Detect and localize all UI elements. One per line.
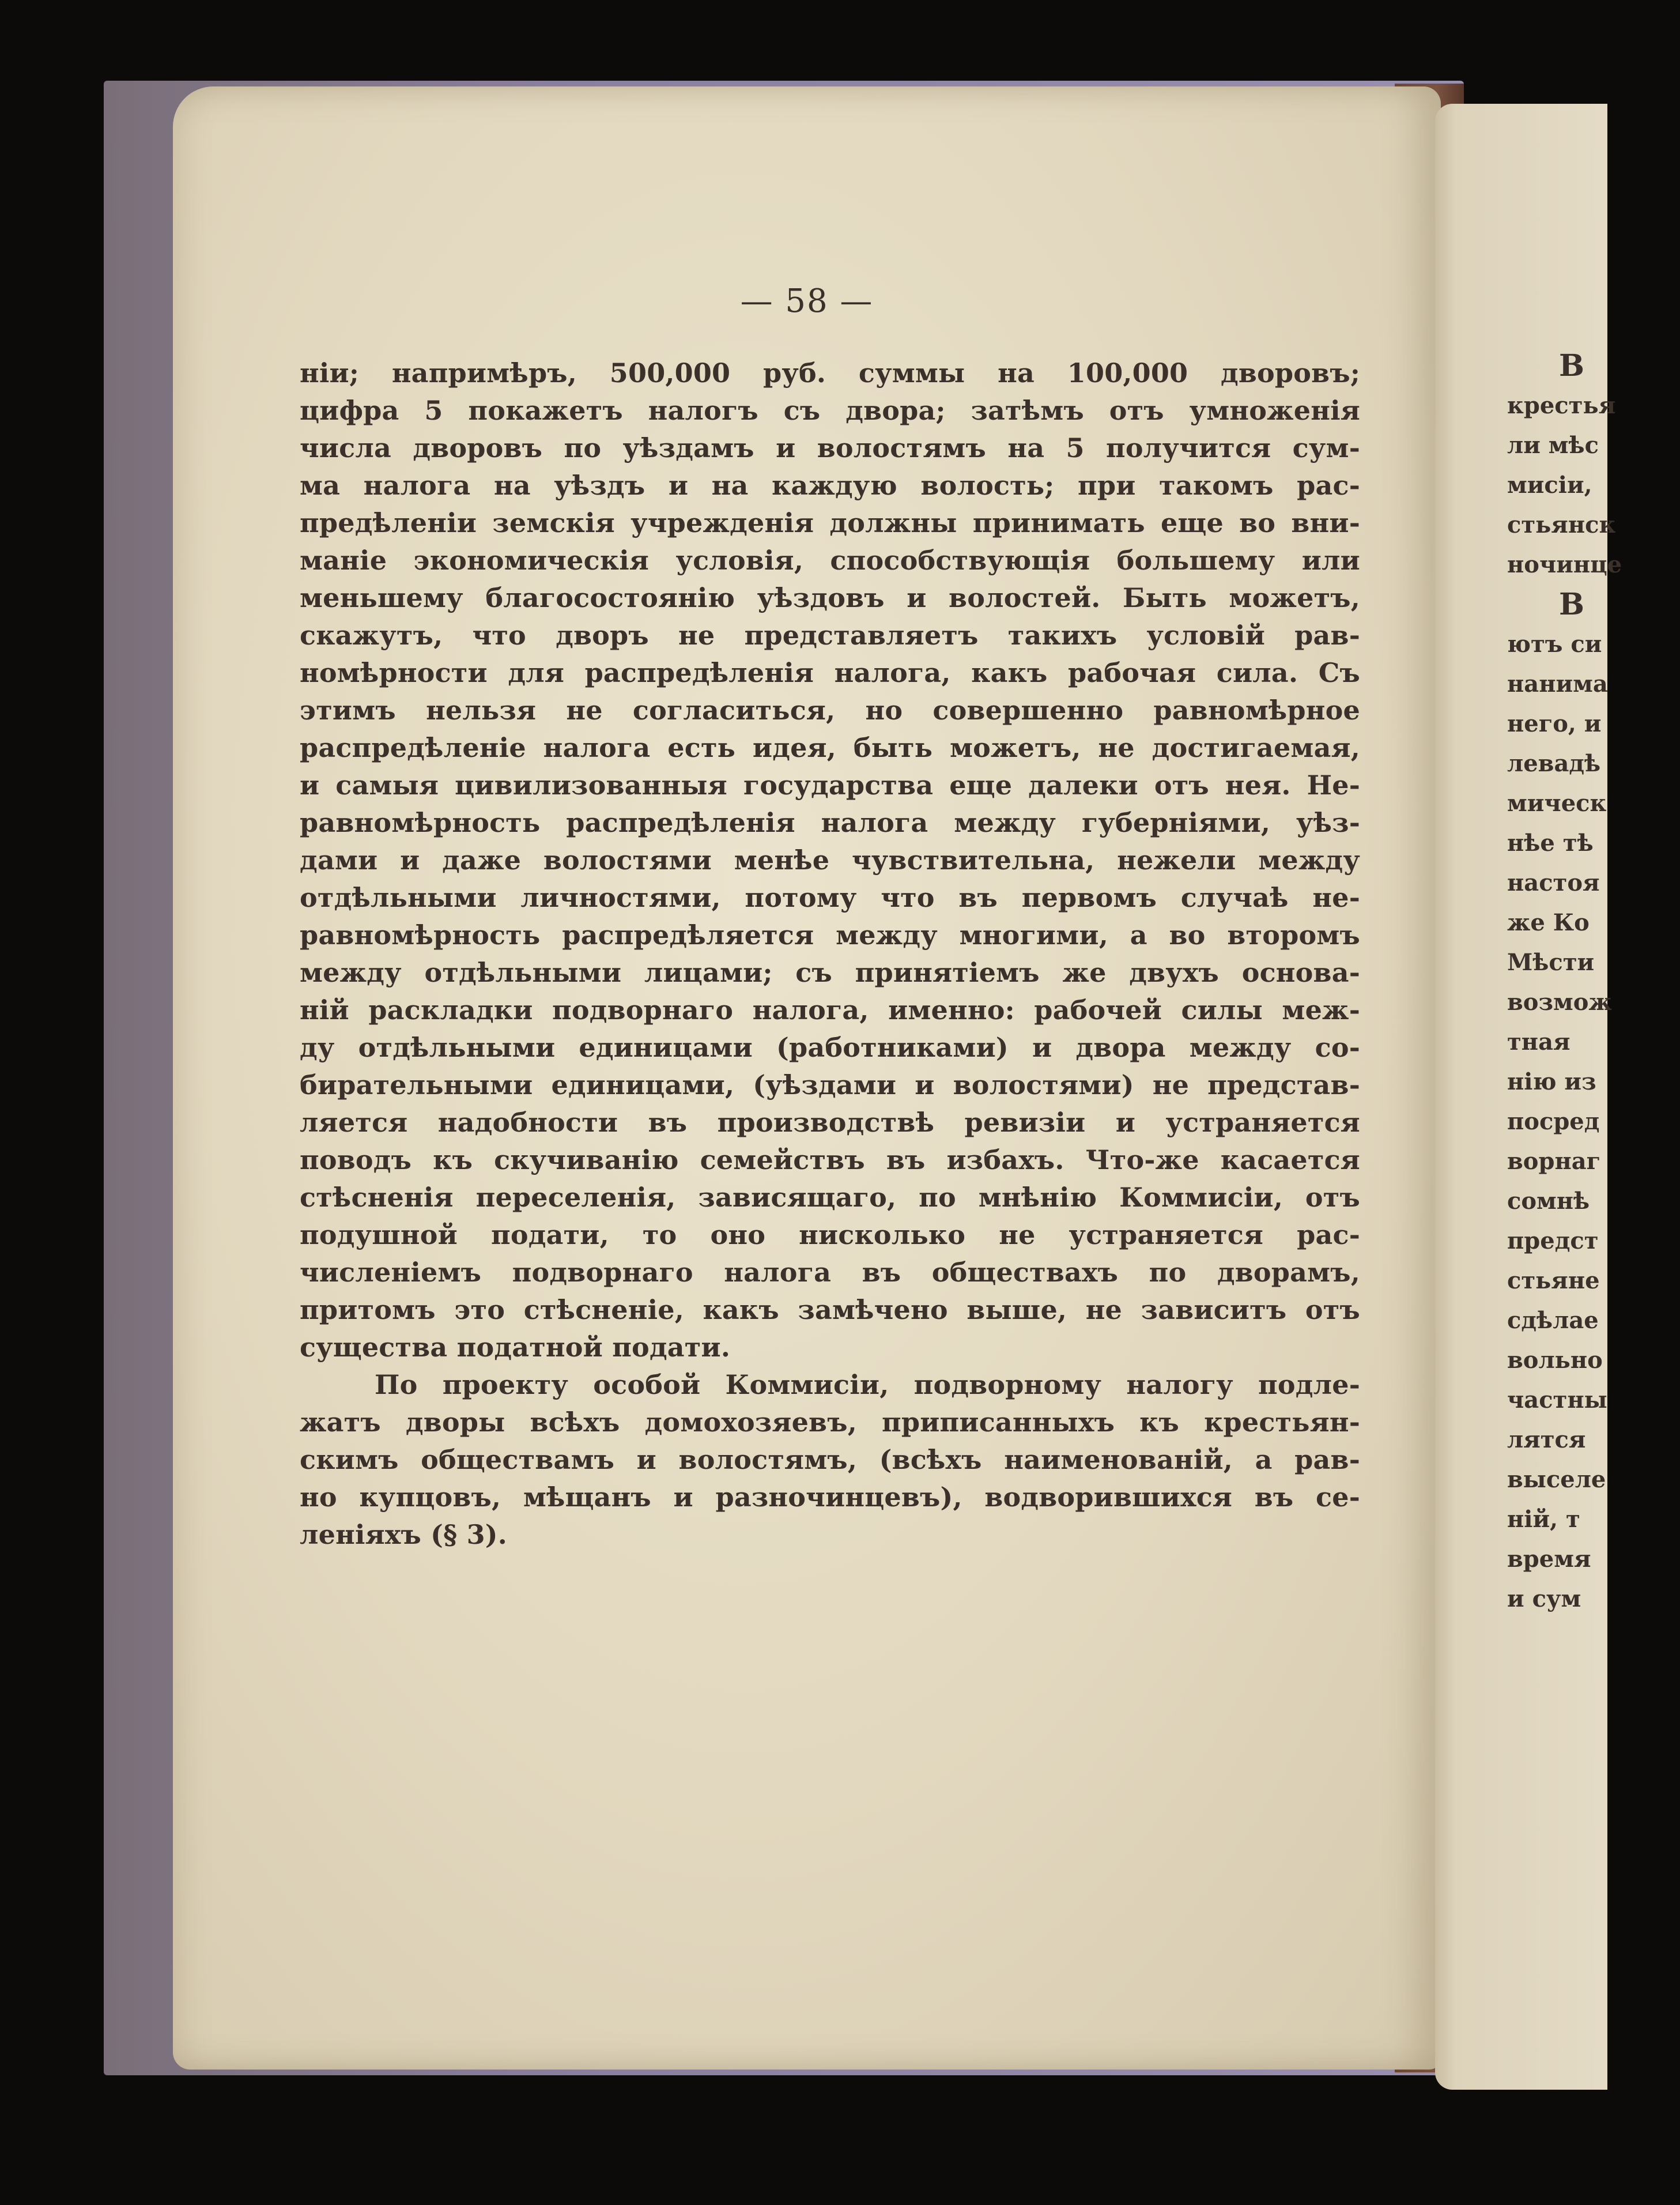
opposite-line: нѣе тѣ xyxy=(1507,830,1594,857)
text-line: отдѣльными личностями, потому что въ первомъ случаѣ не- xyxy=(300,882,1360,913)
text-line: ляется надобности въ производствѣ ревизіи и устраняется xyxy=(300,1107,1360,1138)
text-line: распредѣленіе налога есть идея, быть можетъ, не достигаемая, xyxy=(300,732,1360,763)
page-number: — 58 — xyxy=(740,282,874,320)
text-line: номѣрности для распредѣленія налога, какъ рабочая сила. Съ xyxy=(300,657,1360,688)
opposite-line: ночинце xyxy=(1507,551,1622,578)
opposite-line: настоя xyxy=(1507,869,1600,896)
text-line: леніяхъ (§ 3). xyxy=(300,1519,507,1550)
opposite-line: сдѣлае xyxy=(1507,1307,1599,1334)
text-line: стѣсненія переселенія, зависящаго, по мнѣнію Коммисіи, отъ xyxy=(300,1182,1360,1213)
opposite-line: ютъ си xyxy=(1507,631,1602,658)
opposite-line: частны xyxy=(1507,1386,1607,1414)
text-line: равномѣрность распредѣленія налога между губерніями, уѣз- xyxy=(300,807,1360,838)
text-line: и самыя цивилизованныя государства еще далеки отъ нея. Не- xyxy=(300,770,1360,801)
opposite-line: ли мѣс xyxy=(1507,432,1599,459)
opposite-line: возмож xyxy=(1507,989,1612,1016)
opposite-line: стьянск xyxy=(1507,511,1616,538)
opposite-line: лятся xyxy=(1507,1426,1586,1453)
opposite-line: посред xyxy=(1507,1108,1600,1135)
opposite-line: предст xyxy=(1507,1227,1599,1254)
opposite-line: время xyxy=(1507,1546,1591,1573)
opposite-line: вольно xyxy=(1507,1347,1603,1374)
opposite-line: В xyxy=(1559,587,1584,622)
opposite-line: нію из xyxy=(1507,1068,1596,1095)
text-line: По проекту особой Коммисіи, подворному налогу подле- xyxy=(375,1369,1360,1400)
text-line: этимъ нельзя не согласиться, но совершенно равномѣрное xyxy=(300,695,1360,726)
opposite-line: нанима xyxy=(1507,670,1608,698)
opposite-line: тная xyxy=(1507,1028,1570,1056)
opposite-line: стьяне xyxy=(1507,1267,1600,1294)
opposite-line: мическ xyxy=(1507,790,1607,817)
text-line: ма налога на уѣздъ и на каждую волость; при такомъ рас- xyxy=(300,470,1360,501)
page-body-text xyxy=(300,355,1360,1554)
opposite-line: ворнаг xyxy=(1507,1148,1601,1175)
text-line: поводъ къ скучиванію семействъ въ избахъ. Что-же касается xyxy=(300,1144,1360,1175)
opposite-line: В xyxy=(1559,348,1584,383)
text-line: существа податной подати. xyxy=(300,1332,731,1363)
opposite-line: же Ко xyxy=(1507,909,1590,936)
text-line: скимъ обществамъ и волостямъ, (всѣхъ наименованій, а рав- xyxy=(300,1444,1360,1475)
text-line: предѣленіи земскія учрежденія должны принимать еще во вни- xyxy=(300,507,1360,538)
text-line: жатъ дворы всѣхъ домохозяевъ, приписанныхъ къ крестьян- xyxy=(300,1407,1360,1438)
text-line: притомъ это стѣсненіе, какъ замѣчено выше, не зависитъ отъ xyxy=(300,1294,1360,1325)
text-line: бирательными единицами, (уѣздами и волостями) не представ- xyxy=(300,1069,1360,1100)
text-line: числа дворовъ по уѣздамъ и волостямъ на 5 получится сум- xyxy=(300,432,1360,463)
opposite-line: выселе xyxy=(1507,1466,1606,1493)
text-line: численіемъ подворнаго налога въ обществахъ по дворамъ, xyxy=(300,1257,1360,1288)
text-line: маніе экономическія условія, способствующія большему или xyxy=(300,545,1360,576)
right-page-fragment xyxy=(1435,104,1622,2090)
opposite-line: Мѣсти xyxy=(1507,949,1595,976)
opposite-line: левадѣ xyxy=(1507,750,1601,777)
text-line: подушной подати, то оно нисколько не устраняется рас- xyxy=(300,1219,1360,1250)
text-line: ду отдѣльными единицами (работниками) и двора между со- xyxy=(300,1032,1360,1063)
text-line: дами и даже волостями менѣе чувствительна, нежели между xyxy=(300,845,1360,876)
opposite-line: крестья xyxy=(1507,392,1616,419)
text-line: ній раскладки подворнаго налога, именно: рабочей силы меж- xyxy=(300,994,1360,1026)
text-line: но купцовъ, мѣщанъ и разночинцевъ), водворившихся въ се- xyxy=(300,1482,1360,1513)
opposite-line: и сум xyxy=(1507,1585,1581,1612)
opposite-page-text xyxy=(1507,346,1680,1619)
text-line: скажутъ, что дворъ не представляетъ такихъ условій рав- xyxy=(300,620,1360,651)
opposite-line: мисіи, xyxy=(1507,472,1592,499)
text-line: меньшему благосостоянію уѣздовъ и волостей. Быть можетъ, xyxy=(300,582,1360,613)
opposite-line: ній, т xyxy=(1507,1506,1580,1533)
text-line: между отдѣльными лицами; съ принятіемъ же двухъ основа- xyxy=(300,957,1360,988)
text-line: равномѣрность распредѣляется между многими, а во второмъ xyxy=(300,919,1360,951)
opposite-line: него, и xyxy=(1507,710,1602,737)
text-line: цифра 5 покажетъ налогъ съ двора; затѣмъ отъ умноженія xyxy=(300,395,1360,426)
opposite-line: сомнѣ xyxy=(1507,1188,1590,1215)
text-line: ніи; напримѣръ, 500,000 руб. суммы на 100,000 дворовъ; xyxy=(300,357,1360,389)
